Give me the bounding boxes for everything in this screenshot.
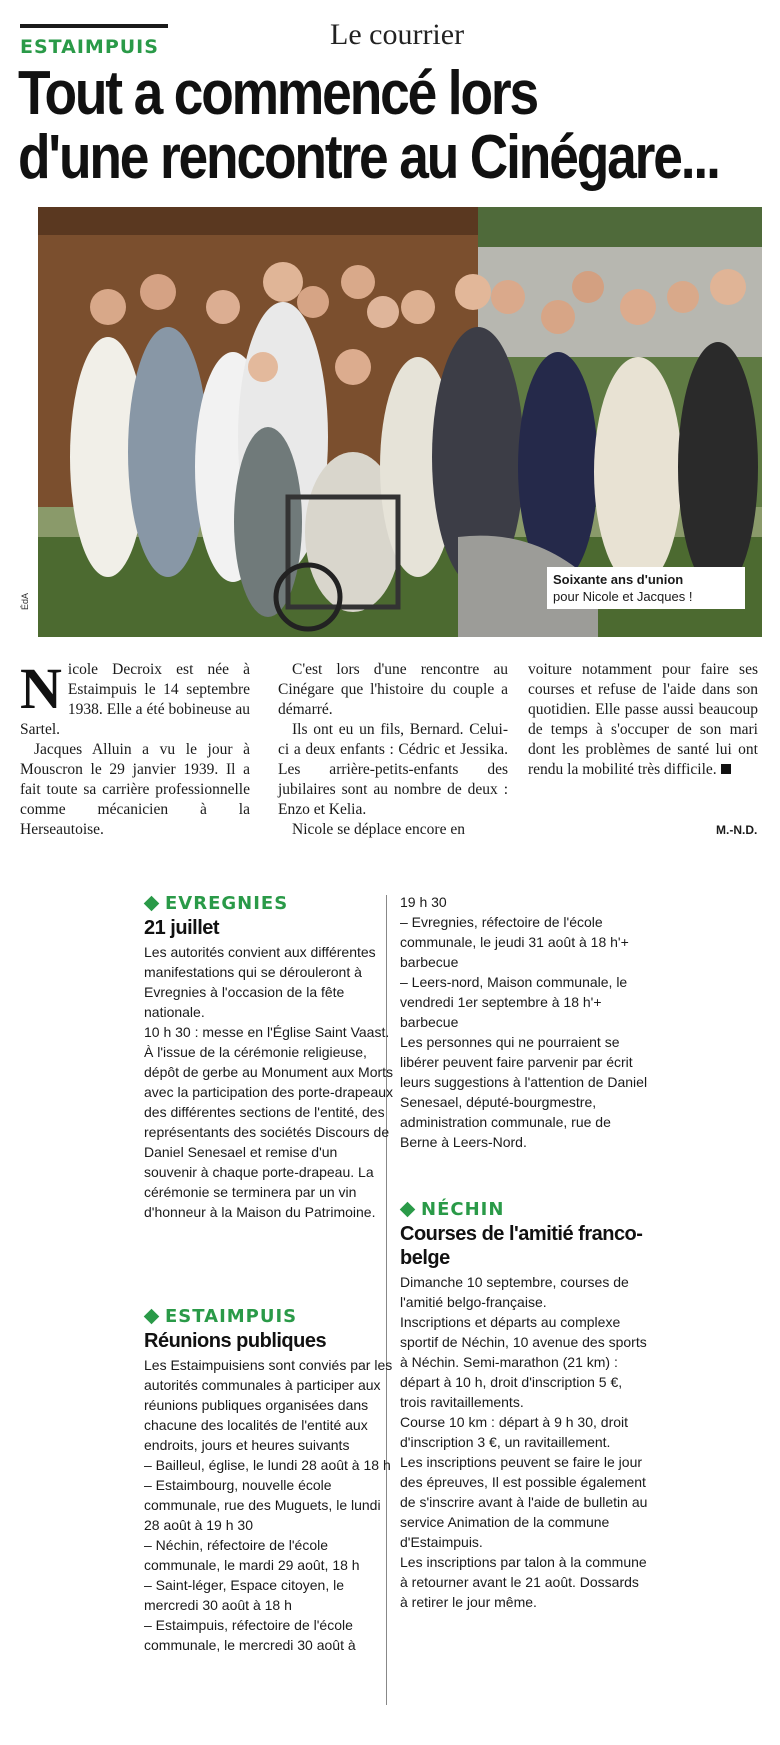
article-paragraph: Nicole se déplace encore en	[292, 821, 465, 838]
brief-estaimpuis-continued	[400, 892, 650, 1152]
brief-body	[400, 1272, 650, 1612]
brief-body	[400, 892, 650, 1152]
brief-title: 21 juillet	[144, 917, 220, 939]
diamond-icon	[144, 1308, 160, 1324]
brief-body-text: Les Estaimpuisiens sont conviés par les autorités communales à participer aux réunions publiques organisées dans chacune des localités de l'entité aux endroits, jours et heures suivants – Bailleul, église, le lundi 28 août à 18 h – Estaimbourg, nouvelle école communale, rue des Muguets, le lundi 28 août à 19 h 30 – Néchin, réfectoire de l'école communale, le mardi 29 août, 18 h – Saint-léger, Espace citoyen, le mercredi 30 août à 18 h – Estaimpuis, réfectoire de l'école communale, le mercredi 30 août à	[144, 1357, 393, 1653]
section-tag: ESTAIMPUIS	[20, 36, 159, 58]
brief-body-text: Les autorités convient aux différentes manifestations qui se dérouleront à Evregnies à l'occasion de la fête nationale. 10 h 30 : messe en l'Église Saint Vaast. À l'issue de la cérémonie religieuse, dépôt de gerbe au Monument aux Morts avec la participation des porte-drapeaux des différentes sections de l'entité, des représentants des sociétés Discours de Daniel Senesael et remise d'un souvenir à chaque porte-drapeau. La cérémonie se terminera par un vin d'honneur à la Maison du Patrimoine.	[144, 944, 394, 1220]
brief-title: Réunions publiques	[144, 1330, 327, 1352]
article-paragraph	[528, 660, 758, 780]
article-column-1	[20, 656, 250, 840]
article-body	[20, 656, 765, 860]
brief-tag-label: NÉCHIN	[421, 1199, 505, 1220]
brief-nechin	[400, 1198, 650, 1612]
author-signature: M.-N.D.	[716, 823, 758, 837]
brief-tag-label: ESTAIMPUIS	[165, 1306, 298, 1327]
section-bar	[20, 24, 168, 28]
paragraph-text: icole Decroix est née à Estaimpuis le 14 septembre 1938. Elle a été bobineuse au Sartel.	[20, 661, 250, 738]
brief-tag	[144, 1305, 394, 1329]
paragraph-text: voiture notamment pour faire ses courses et refuse de l'aide dans son quotidien. Elle passe aussi beaucoup de temps à s'occuper de son mari dont les problèmes de santé lui ont rendu la mobilité très difficile.	[528, 661, 758, 778]
article-column-3	[528, 660, 758, 780]
headline-line-1: Tout a commencé lors	[18, 59, 537, 128]
photo-caption	[547, 567, 745, 609]
article-column-2	[278, 660, 508, 840]
brief-tag	[144, 892, 394, 916]
brief-body-text: Dimanche 10 septembre, courses de l'amitié belgo-française. Inscriptions et départs au complexe sportif de Néchin, 10 avenue des sports à Néchin. Semi-marathon (21 km) : départ à 10 h, droit d'inscription 5 €, trois ravitaillements. Course 10 km : départ à 9 h 30, droit d'inscription 3 €, un ravitaillement. Les inscriptions peuvent se faire le jour des épreuves, Il est possible également de s'inscrire avant à l'aide de bulletin au service Animation de la commune d'Estaimpuis. Les inscriptions par talon à la commune à retourner avant le 21 août. Dossards à retirer le jour même.	[400, 1274, 648, 1610]
article-paragraph: Jacques Alluin a vu le jour à Mouscron le 29 janvier 1939. Il a fait toute sa carrière professionnelle comme mécanicien à la Herseautoise.	[20, 741, 250, 838]
article-paragraph: Ils ont eu un fils, Bernard. Celui-ci a deux enfants : Cédric et Jessika. Les arrière-petits-enfants des jubilaires sont au nombre de deux : Enzo et Kelia.	[278, 721, 508, 818]
caption-bold: Soixante ans d'union	[553, 572, 684, 587]
headline	[18, 59, 719, 192]
diamond-icon	[144, 895, 160, 911]
drop-cap: N	[20, 656, 62, 721]
brief-evregnies	[144, 892, 394, 1222]
headline-line-2: d'une rencontre au Cinégare...	[18, 123, 719, 192]
brief-estaimpuis	[144, 1305, 394, 1655]
article-paragraph: C'est lors d'une rencontre au Cinégare que l'histoire du couple a démarré.	[278, 661, 508, 718]
brief-body	[144, 942, 394, 1222]
brief-body-text: 19 h 30 – Evregnies, réfectoire de l'école communale, le jeudi 31 août à 18 h'+ barbecue – Leers-nord, Maison communale, le vendredi 1er septembre à 18 h'+ barbecue Les personnes qui ne pourraient se libérer peuvent faire parvenir par écrit leurs suggestions à l'attention de Daniel Senesael, député-bourgmestre, administration communale, rue de Berne à Leers-Nord.	[400, 894, 648, 1150]
end-mark-icon	[721, 764, 731, 774]
brief-tag-label: EVREGNIES	[165, 893, 289, 914]
photo-credit: ÉdA	[20, 592, 30, 610]
newspaper-name: Le courrier	[330, 18, 465, 51]
brief-title: Courses de l'amitié franco-belge	[400, 1223, 643, 1269]
brief-body	[144, 1355, 394, 1655]
article-paragraph	[20, 656, 250, 740]
brief-tag	[400, 1198, 650, 1222]
caption-text: pour Nicole et Jacques !	[553, 589, 693, 604]
diamond-icon	[400, 1201, 416, 1217]
